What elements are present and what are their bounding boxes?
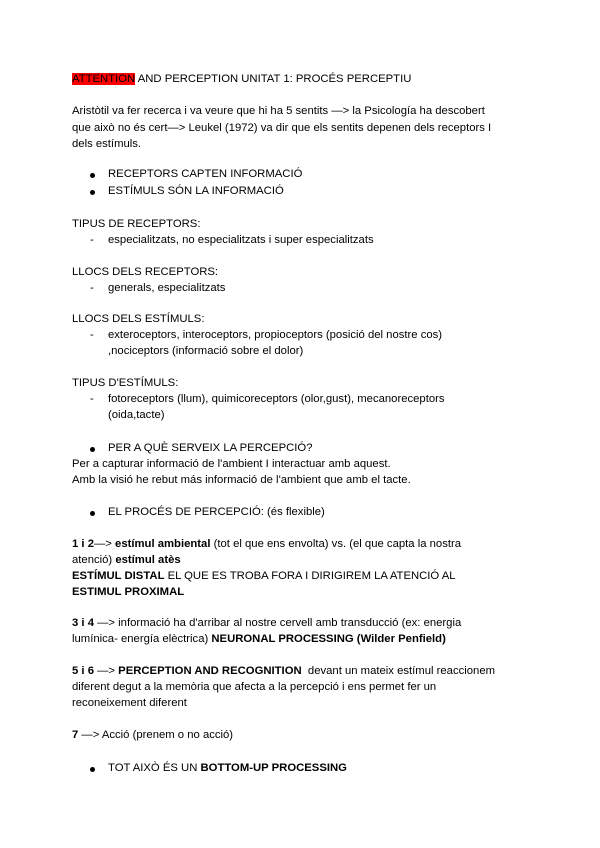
- step56-line-2: diferent degut a la memòria que afecta a la percepció i ens permet fer un: [72, 681, 437, 693]
- step34-line-1: [72, 615, 461, 631]
- heading-tipus-estimuls: TIPUS D'ESTÍMULS:: [72, 377, 179, 389]
- bullet-dot: [90, 767, 95, 772]
- step12-distal: [72, 568, 456, 584]
- step12-term2: estímul atès: [115, 554, 181, 566]
- step7-line: [72, 727, 233, 743]
- final-bullet-bold: BOTTOM-UP PROCESSING: [200, 762, 347, 774]
- item-llocs-estimuls-line-2: ,nociceptors (informació sobre el dolor): [108, 345, 304, 357]
- final-bullet-pre: TOT AIXÒ ÉS UN: [108, 762, 201, 774]
- step12-line-1: [72, 536, 461, 552]
- heading-llocs-receptors: LLOCS DELS RECEPTORS:: [72, 266, 219, 278]
- step56-line-1: [72, 663, 495, 679]
- bullet-dot: [90, 173, 95, 178]
- step7-num: 7: [72, 729, 79, 741]
- step34-line2-bold: NEURONAL PROCESSING (Wilder Penfield): [211, 633, 446, 645]
- step12-arrow: —>: [93, 538, 116, 550]
- step34-line1-rest: —> informació ha d'arribar al nostre cervell amb transducció (ex: energia: [93, 617, 462, 629]
- bullet-dot: [90, 511, 95, 516]
- heading-llocs-estimuls: LLOCS DELS ESTÍMULS:: [72, 313, 205, 325]
- heading-tipus-receptors: TIPUS DE RECEPTORS:: [72, 218, 201, 230]
- title-text: AND PERCEPTION UNITAT 1: PROCÉS PERCEPTIU: [135, 73, 412, 85]
- step34-line2-pre: lumínica- energía elèctrica): [72, 633, 212, 645]
- bullet-dot: [90, 447, 95, 452]
- item-tipus-estimuls-line-1: fotoreceptors (llum), quimicoreceptors (olor,gust), mecanoreceptors: [108, 393, 445, 405]
- step12-line-2: [72, 552, 181, 568]
- step56-arrow: —>: [93, 665, 119, 677]
- step12-distal-rest: EL QUE ES TROBA FORA I DIRIGIREM LA ATENCIÓ AL: [164, 570, 456, 582]
- step56-line-3: reconeixement diferent: [72, 697, 187, 709]
- step56-num: 5 i 6: [72, 665, 94, 677]
- step34-num: 3 i 4: [72, 617, 94, 629]
- step12-line2-pre: atenció): [72, 554, 116, 566]
- bullet-dot: [90, 190, 95, 195]
- title-highlight: ATTENTION: [72, 73, 136, 85]
- step12-distal-bold: ESTÍMUL DISTAL: [72, 570, 165, 582]
- per-a-que-line-2: Amb la visió he rebut más informació de l'ambient que amb el tacte.: [72, 474, 411, 486]
- dash-marker: -: [90, 234, 94, 246]
- item-llocs-receptors: generals, especialitzats: [108, 282, 226, 294]
- step12-proximal: [72, 584, 184, 600]
- item-tipus-estimuls-line-2: (oida,tacte): [108, 409, 165, 421]
- step34-line-2: [72, 631, 446, 647]
- step12-mid: (tot el que ens envolta) vs. (el que capta la nostra: [210, 538, 462, 550]
- step56-bold: PERCEPTION AND RECOGNITION: [118, 665, 302, 677]
- item-llocs-estimuls-line-1: exteroceptors, interoceptors, propioceptors (posició del nostre cos): [108, 329, 443, 341]
- dash-marker: -: [90, 282, 94, 294]
- step12-term1: estímul ambiental: [115, 538, 211, 550]
- bullet-proces: EL PROCÉS DE PERCEPCIÓ: (és flexible): [108, 506, 325, 518]
- bullet-estimuls: ESTÍMULS SÓN LA INFORMACIÓ: [108, 185, 284, 197]
- intro-line-3: dels estímuls.: [72, 138, 142, 150]
- intro-line-2: que això no és cert—> Leukel (1972) va dir que els sentits depenen dels receptors I: [72, 122, 492, 134]
- dash-marker: -: [90, 329, 94, 341]
- step7-rest: —> Acció (prenem o no acció): [78, 729, 234, 741]
- dash-marker: -: [90, 393, 94, 405]
- document-title: [72, 71, 411, 87]
- per-a-que-line-1: Per a capturar informació de l'ambient I interactuar amb aquest.: [72, 458, 391, 470]
- intro-line-1: Aristòtil va fer recerca i va veure que hi ha 5 sentits —> la Psicología ha descobert: [72, 105, 485, 117]
- step12-num: 1 i 2: [72, 538, 94, 550]
- bullet-per-a-que: PER A QUÈ SERVEIX LA PERCEPCIÓ?: [108, 442, 313, 454]
- item-tipus-receptors: especialitzats, no especialitzats i super especialitzats: [108, 234, 374, 246]
- step56-line1-rest: devant un mateix estímul reaccionem: [301, 665, 496, 677]
- bullet-receptors: RECEPTORS CAPTEN INFORMACIÓ: [108, 168, 303, 180]
- step12-proximal-bold: ESTIMUL PROXIMAL: [72, 586, 185, 598]
- final-bullet: [108, 760, 347, 776]
